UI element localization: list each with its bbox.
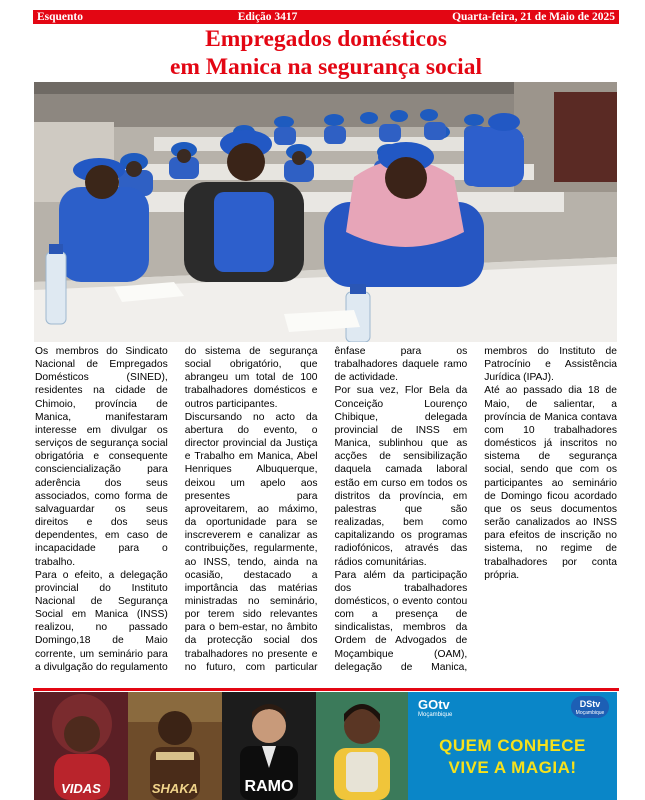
show-title-ramo: RAMO: [244, 778, 294, 795]
article-headline: [33, 25, 619, 81]
bottom-divider: [33, 688, 619, 691]
masthead-bar: [33, 10, 619, 24]
article-paragraph: Os membros do Sindicato Nacional de Empregados Domésticos (SINED), residentes na cidade de Chimoio, província de Manica, manifestaram interesse em divulgar os serviços de segurança social obrigatória e consequente consciencialização para aderência dos seus associados, como forma de salvaguardar os seus direitos e dos seus dependentes, em caso de incapacidade para o trabalho.: [35, 346, 168, 568]
headline-line-1: Empregados domésticos: [205, 26, 447, 52]
edition-number: Edição 3417: [237, 11, 298, 23]
gotv-logo-sub: Moçambique: [418, 712, 453, 718]
dstv-logo-text: DStv: [579, 699, 601, 709]
ad-slogan-line-1: QUEM CONHECE: [439, 736, 586, 755]
ad-panel-shaka: [128, 692, 222, 800]
headline-line-2: em Manica na segurança social: [170, 54, 482, 80]
ad-panel-woman: [316, 692, 408, 800]
show-title-vidas: VIDAS: [61, 781, 101, 796]
dstv-logo: [571, 696, 609, 718]
ad-slogan-line-2: VIVE A MAGIA!: [448, 758, 577, 777]
dstv-logo-sub: Moçambique: [575, 710, 605, 716]
issue-date: Quarta-feira, 21 de Maio de 2025: [452, 11, 615, 23]
gotv-advertisement[interactable]: [34, 692, 617, 800]
show-title-shaka: SHAKA: [151, 781, 199, 796]
article-paragraph: Até ao passado dia 18 de Maio, de salientar, a província de Manica contava com 10 trabalhadores domésticos já inscritos no sistema de segurança social, sendo que com os participantes ao seminário de Domingo ficou acordado que os seus documentos serão canalizados ao INSS para efeitos de inscrição no sistema, no regime de trabalhadores por conta própria.: [484, 385, 617, 581]
article-photo: [34, 82, 617, 342]
gotv-logo-text: GOtv: [418, 697, 450, 712]
seminar-photo-illustration: [34, 82, 617, 342]
smiling-woman-illustration: [316, 692, 408, 800]
article-paragraph: Para além da participação dos trabalhadores domésticos, o evento contou com a presença de sindicalistas, membros da Ordem de Advogados de Moçambique (OAM), delegação de Manica, membros do Instituto de Patrocínio e Assistência Jurídica (IPAJ).: [334, 346, 617, 673]
article-paragraph: Para o efeito, a delegação provincial do Instituto Nacional de Segurança Social em Manica (INSS) realizou, no passado Domingo,18 de Maio corrente, um seminário para a divulgação do regulamento do sistema de segurança social obrigatório, que abrangeu um total de 100 trabalhadores domésticos e outros participantes.: [35, 346, 318, 673]
ad-brand-area: [408, 692, 617, 800]
article-paragraph: Discursando no acto da abertura do evento, o director provincial da Justiça e Trabalho em Manica, Abel Henriques Albuquerque, deixou um apelo aos presentes para aproveitarem, ao máximo, da oportunidade para se inscreverem e canalizar as contribuições, regularmente, ao INSS, tendo, ainda na ocasião, destacado a importância das matérias ministradas no seminário, por terem sido relevantes para o bem-estar, no âmbito da protecção social dos trabalhadores no presente e no futuro, com particular ênfase para os trabalhadores daquele ramo de actividade.: [184, 346, 468, 673]
section-name: Esquento: [37, 11, 84, 23]
gotv-logo: [418, 698, 452, 719]
ad-panel-vidas: [34, 692, 128, 800]
article-paragraph: Por sua vez, Flor Bela da Conceição Lourenço Chibique, delegada provincial de INSS em Manica, sublinhou que as acções de sensibilização daquela camada laboral estão em curso em todos os distritos da província, em palestras que são realizadas, bem como capitalizando os programas radiofónicos, através das rádios comunitárias.: [334, 385, 468, 568]
article-body: [35, 345, 617, 686]
ad-panel-ramo: [222, 692, 316, 800]
